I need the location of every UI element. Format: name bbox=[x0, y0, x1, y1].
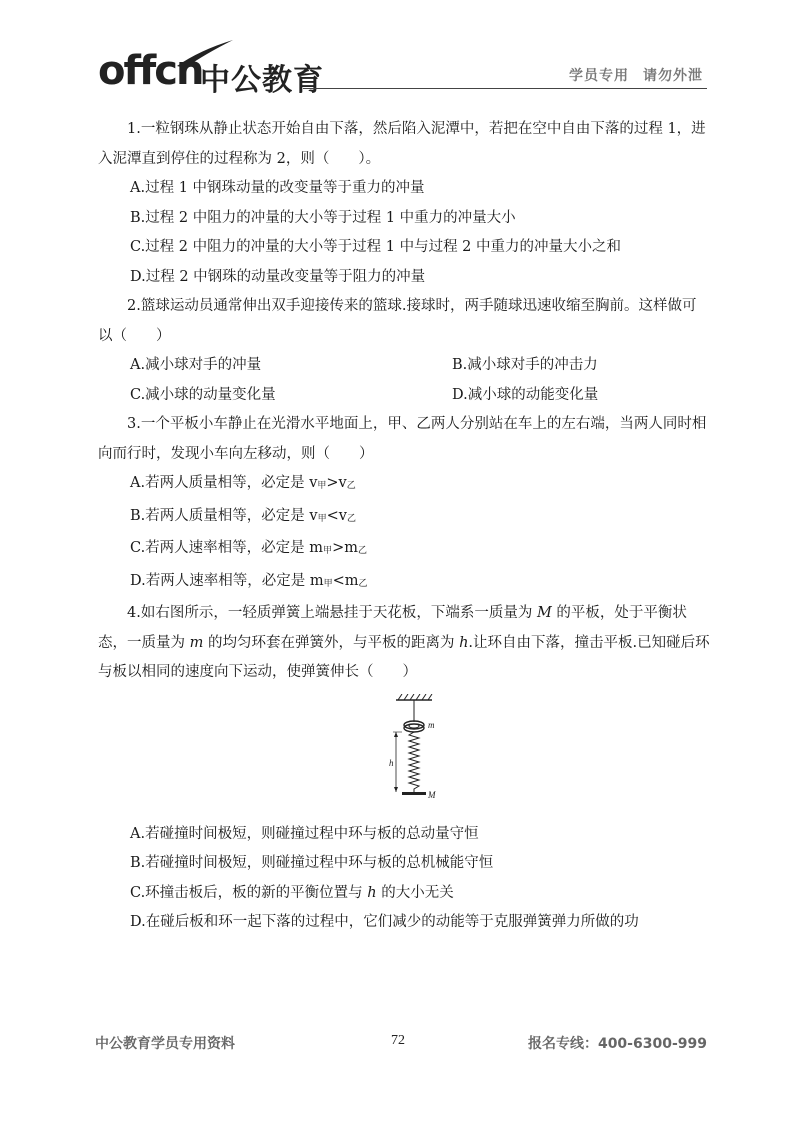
page-header bbox=[95, 38, 707, 98]
header-rule bbox=[303, 88, 707, 89]
footer-hotline: 报名专线：400-6300-999 bbox=[527, 1036, 707, 1052]
question-3-stem: 3.一个平板小车静止在光滑水平地面上，甲、乙两人分别站在车上的左右端，当两人同时相向而行时，发现小车向左移动，则（ ） bbox=[98, 416, 707, 462]
question-2-options-row-1 bbox=[98, 351, 710, 381]
question-3-option-d: D.若两人速率相等，必定是 m甲<m乙 bbox=[130, 572, 368, 589]
question-4-option-c: C.环撞击板后，板的新的平衡位置与 h 的大小无关 bbox=[130, 884, 454, 901]
footer-left-text: 中公教育学员专用资料 bbox=[95, 1036, 235, 1052]
header-note bbox=[569, 65, 703, 85]
logo-chinese: 中公教育 bbox=[200, 63, 324, 98]
header-note-no-leak: 请勿外泄 bbox=[643, 68, 703, 84]
question-2-options-row-2 bbox=[98, 381, 710, 411]
figure-label-m: m bbox=[428, 719, 435, 730]
page-content bbox=[98, 115, 710, 938]
question-1-option-d: D.过程 2 中钢珠的动量改变量等于阻力的冲量 bbox=[130, 268, 426, 285]
question-2-option-a: A.减小球对手的冲量 bbox=[130, 357, 262, 373]
question-2-option-b: B.减小球对手的冲击力 bbox=[452, 357, 598, 373]
question-4-stem: 4.如右图所示，一轻质弹簧上端悬挂于天花板，下端系一质量为 M 的平板，处于平衡状态，一质量为 m 的均匀环套在弹簧外，与平板的距离为 h.让环自由下落，撞击平板.已知碰后环与板以相同的速度向下运动，使弹簧伸长（ ） bbox=[98, 605, 710, 680]
question-1-option-b: B.过程 2 中阻力的冲量的大小等于过程 1 中重力的冲量大小 bbox=[130, 209, 516, 226]
figure-label-h: h bbox=[389, 757, 394, 768]
header-note-students-only: 学员专用 bbox=[569, 68, 629, 84]
question-1-option-a: A.过程 1 中钢珠动量的改变量等于重力的冲量 bbox=[130, 180, 425, 196]
question-1-stem: 1.一粒钢珠从静止状态开始自由下落，然后陷入泥潭中，若把在空中自由下落的过程 1，进入泥潭直到停住的过程称为 2，则（ ）。 bbox=[98, 121, 706, 167]
question-4-option-d: D.在碰后板和环一起下落的过程中，它们减少的动能等于克服弹簧弹力所做的功 bbox=[130, 914, 639, 930]
question-4-option-b: B.若碰撞时间极短，则碰撞过程中环与板的总机械能守恒 bbox=[130, 855, 494, 871]
page-number: 72 bbox=[391, 1033, 405, 1048]
spring-figure bbox=[98, 694, 710, 816]
question-3-option-a: A.若两人质量相等，必定是 v甲>v乙 bbox=[130, 475, 356, 491]
page-footer bbox=[95, 1033, 707, 1057]
question-3-option-b: B.若两人质量相等，必定是 v甲<v乙 bbox=[130, 507, 356, 524]
question-4-option-a: A.若碰撞时间极短，则碰撞过程中环与板的总动量守恒 bbox=[130, 825, 479, 842]
question-3-option-c: C.若两人速率相等，必定是 m甲>m乙 bbox=[130, 540, 367, 556]
question-2-option-d: D.减小球的动能变化量 bbox=[452, 386, 599, 403]
spring-diagram bbox=[388, 694, 448, 816]
question-2-stem: 2.篮球运动员通常伸出双手迎接传来的篮球.接球时，两手随球迅速收缩至胸前。这样做可以（ ） bbox=[98, 298, 697, 344]
question-2-option-c: C.减小球的动量变化量 bbox=[130, 386, 276, 403]
figure-label-M: M bbox=[428, 789, 436, 800]
logo-latin: offcn bbox=[98, 48, 203, 94]
question-1-option-c: C.过程 2 中阻力的冲量的大小等于过程 1 中与过程 2 中重力的冲量大小之和 bbox=[130, 239, 622, 255]
